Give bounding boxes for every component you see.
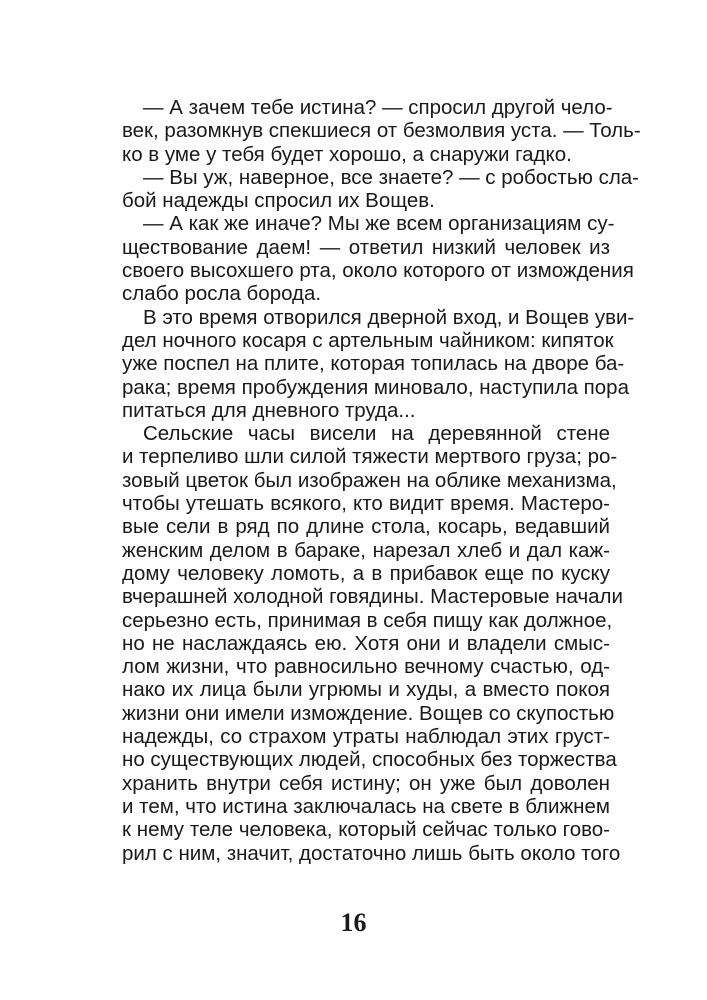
text-line: жизни они имели измождение. Вощев со скупостью xyxy=(122,701,615,725)
text-line: уже поспел на плите, которая топилась на дворе ба- xyxy=(122,352,625,376)
paragraph xyxy=(122,422,623,865)
text-line: но существующих людей, способных без торжества xyxy=(122,748,617,772)
text-line: слабо росла борода. xyxy=(122,282,322,306)
text-line: вые сели в ряд по длине стола, косарь, ведавший xyxy=(122,515,610,539)
text-line: — А как же иначе? Мы же всем организациям су- xyxy=(143,212,615,236)
text-line: дел ночного косаря с артельным чайником: кипяток xyxy=(122,328,614,352)
text-line: женским делом в бараке, нарезал хлеб и дал каж- xyxy=(122,538,610,562)
text-line: рил с ним, значит, достаточно лишь быть около того xyxy=(122,841,621,865)
paragraph xyxy=(122,96,641,166)
text-line: и терпеливо шли силой тяжести мертвого груза; ро- xyxy=(122,445,618,469)
text-line: серьезно есть, принимая в себя пищу как должное, xyxy=(122,608,613,632)
text-line: зовый цветок был изображен на облике механизма, xyxy=(122,468,617,492)
paragraph xyxy=(122,305,635,422)
text-line: хранить внутри себя истину; он уже был доволен xyxy=(122,771,610,795)
body-text xyxy=(122,96,641,865)
paragraph xyxy=(122,212,634,306)
page-number: 16 xyxy=(340,908,367,937)
text-line: но не наслаждаясь ею. Хотя они и владели смыс- xyxy=(122,631,610,655)
text-line: бой надежды спросил их Вощев. xyxy=(122,189,435,213)
text-line: нако их лица были угрюмы и худы, а вместо покоя xyxy=(122,678,610,702)
text-line: рака; время пробуждения миновало, наступила пора xyxy=(122,375,629,399)
text-line: к нему теле человека, который сейчас только гово- xyxy=(122,818,610,842)
text-line: надежды, со страхом утраты наблюдал этих груст- xyxy=(122,725,610,749)
text-line: ко в уме у тебя будет хорошо, а снаружи гадко. xyxy=(122,142,572,166)
text-line: — А зачем тебе истина? — спросил другой чело- xyxy=(143,96,613,119)
text-line: Сельские часы висели на деревянной стене xyxy=(143,422,610,446)
text-line: ществование даем! — ответил низкий человек из xyxy=(122,235,610,259)
text-line: питаться для дневного труда... xyxy=(122,398,416,422)
text-line: чтобы утешать всякого, кто видит время. Мастеро- xyxy=(122,492,610,516)
text-line: В это время отворился дверной вход, и Вощев уви- xyxy=(143,305,635,329)
paragraph xyxy=(122,165,640,213)
text-line: и тем, что истина заключалась на свете в ближнем xyxy=(122,794,610,818)
text-line: своего высохшего рта, около которого от измождения xyxy=(122,259,634,283)
text-line: лом жизни, что равносильно вечному счастью, од- xyxy=(122,655,610,679)
text-line: — Вы уж, наверное, все знаете? — с робостью сла- xyxy=(143,165,640,189)
text-line: вчерашней холодной говядины. Мастеровые начали xyxy=(122,585,623,609)
text-line: век, разомкнув спекшиеся от безмолвия уста. — Толь- xyxy=(122,119,641,143)
text-line: дому человеку ломоть, а в прибавок еще по куску xyxy=(122,561,610,585)
